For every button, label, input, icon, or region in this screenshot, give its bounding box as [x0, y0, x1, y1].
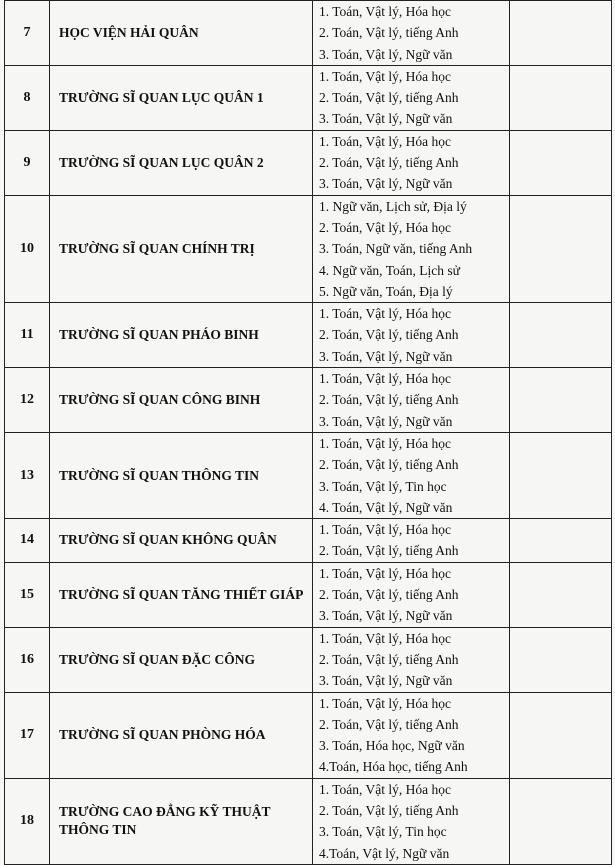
table-row	[5, 692, 612, 778]
empty-notes-cell	[510, 1, 612, 66]
subject-combination: 2. Toán, Vật lý, tiếng Anh	[319, 25, 459, 41]
school-name: TRƯỜNG SĨ QUAN PHÒNG HÓA	[50, 692, 313, 778]
subject-combination: 3. Toán, Hóa học, Ngữ văn	[319, 738, 465, 754]
subject-combination: 3. Toán, Vật lý, Ngữ văn	[319, 348, 453, 364]
empty-notes-cell	[510, 519, 612, 563]
subject-combination: 3. Toán, Vật lý, Ngữ văn	[319, 608, 453, 624]
subject-combination: 2. Toán, Vật lý, tiếng Anh	[319, 802, 459, 818]
row-number: 18	[5, 778, 50, 864]
row-number: 17	[5, 692, 50, 778]
subject-combination: 2. Toán, Vật lý, tiếng Anh	[319, 327, 459, 343]
subject-combinations	[313, 130, 510, 195]
empty-notes-cell	[510, 195, 612, 302]
subject-combinations	[313, 1, 510, 66]
subject-combinations	[313, 303, 510, 368]
empty-notes-cell	[510, 368, 612, 433]
subject-combinations	[313, 519, 510, 563]
table-row	[5, 432, 612, 518]
subject-combination: 4.Toán, Hóa học, tiếng Anh	[319, 759, 468, 775]
empty-notes-cell	[510, 778, 612, 864]
school-name: TRƯỜNG SĨ QUAN CHÍNH TRỊ	[50, 195, 313, 302]
subject-combination: 3. Toán, Vật lý, Tin học	[319, 824, 447, 840]
subject-combination: 3. Toán, Vật lý, Ngữ văn	[319, 176, 453, 192]
empty-notes-cell	[510, 65, 612, 130]
school-name: TRƯỜNG SĨ QUAN ĐẶC CÔNG	[50, 627, 313, 692]
row-number: 10	[5, 195, 50, 302]
subject-combinations	[313, 778, 510, 864]
subject-combination: 3. Toán, Vật lý, Ngữ văn	[319, 673, 453, 689]
subject-combination: 2. Toán, Vật lý, tiếng Anh	[319, 392, 459, 408]
subject-combination: 1. Toán, Vật lý, Hóa học	[319, 630, 452, 646]
subject-combination: 3. Toán, Vật lý, Ngữ văn	[319, 46, 453, 62]
subject-combination: 1. Toán, Vật lý, Hóa học	[319, 781, 452, 797]
subject-combination: 1. Toán, Vật lý, Hóa học	[319, 371, 452, 387]
subject-combination: 4. Ngữ văn, Toán, Lịch sử	[319, 262, 460, 278]
empty-notes-cell	[510, 130, 612, 195]
subject-combinations	[313, 195, 510, 302]
subject-combination: 2. Toán, Vật lý, tiếng Anh	[319, 716, 459, 732]
subject-combination: 3. Toán, Vật lý, Ngữ văn	[319, 413, 453, 429]
table-row	[5, 130, 612, 195]
table-row	[5, 562, 612, 627]
table-row	[5, 368, 612, 433]
row-number: 13	[5, 432, 50, 518]
row-number: 12	[5, 368, 50, 433]
school-name: TRƯỜNG SĨ QUAN THÔNG TIN	[50, 432, 313, 518]
subject-combination: 1. Toán, Vật lý, Hóa học	[319, 4, 452, 19]
subject-combination: 4. Toán, Vật lý, Ngữ văn	[319, 499, 453, 515]
subject-combination: 3. Toán, Vật lý, Ngữ văn	[319, 111, 453, 127]
subject-combination: 2. Toán, Vật lý, tiếng Anh	[319, 155, 459, 171]
empty-notes-cell	[510, 303, 612, 368]
subject-combination: 1. Toán, Vật lý, Hóa học	[319, 522, 452, 538]
school-name: HỌC VIỆN HẢI QUÂN	[50, 1, 313, 66]
empty-notes-cell	[510, 627, 612, 692]
row-number: 16	[5, 627, 50, 692]
table-row	[5, 519, 612, 563]
subject-combination: 1. Toán, Vật lý, Hóa học	[319, 565, 452, 581]
subject-combinations	[313, 692, 510, 778]
empty-notes-cell	[510, 432, 612, 518]
row-number: 8	[5, 65, 50, 130]
subject-combination: 2. Toán, Vật lý, tiếng Anh	[319, 587, 459, 603]
table-row	[5, 778, 612, 864]
subject-combination: 1. Toán, Vật lý, Hóa học	[319, 68, 452, 84]
subject-combination: 2. Toán, Vật lý, tiếng Anh	[319, 543, 459, 559]
subject-combination: 2. Toán, Vật lý, tiếng Anh	[319, 457, 459, 473]
admissions-table	[4, 0, 612, 865]
row-number: 7	[5, 1, 50, 66]
subject-combination: 3. Toán, Vật lý, Tin học	[319, 478, 447, 494]
school-name: TRƯỜNG SĨ QUAN PHÁO BINH	[50, 303, 313, 368]
table-row	[5, 1, 612, 66]
subject-combinations	[313, 65, 510, 130]
row-number: 9	[5, 130, 50, 195]
subject-combination: 2. Toán, Vật lý, tiếng Anh	[319, 90, 459, 106]
subject-combination: 1. Toán, Vật lý, Hóa học	[319, 695, 452, 711]
school-name: TRƯỜNG SĨ QUAN LỤC QUÂN 2	[50, 130, 313, 195]
subject-combination: 3. Toán, Ngữ văn, tiếng Anh	[319, 241, 473, 257]
school-name: TRƯỜNG SĨ QUAN KHÔNG QUÂN	[50, 519, 313, 563]
subject-combination: 1. Ngữ văn, Lịch sử, Địa lý	[319, 198, 467, 214]
subject-combination: 4.Toán, Vật lý, Ngữ văn	[319, 845, 450, 861]
empty-notes-cell	[510, 692, 612, 778]
table-row	[5, 195, 612, 302]
table-row	[5, 65, 612, 130]
subject-combinations	[313, 562, 510, 627]
row-number: 15	[5, 562, 50, 627]
school-name: TRƯỜNG SĨ QUAN CÔNG BINH	[50, 368, 313, 433]
table-body	[5, 1, 612, 865]
subject-combination: 1. Toán, Vật lý, Hóa học	[319, 133, 452, 149]
subject-combination: 1. Toán, Vật lý, Hóa học	[319, 435, 452, 451]
subject-combinations	[313, 432, 510, 518]
school-name: TRƯỜNG SĨ QUAN TĂNG THIẾT GIÁP	[50, 562, 313, 627]
school-name: TRƯỜNG SĨ QUAN LỤC QUÂN 1	[50, 65, 313, 130]
subject-combination: 5. Ngữ văn, Toán, Địa lý	[319, 283, 453, 299]
table-row	[5, 303, 612, 368]
subject-combination: 2. Toán, Vật lý, tiếng Anh	[319, 651, 459, 667]
empty-notes-cell	[510, 562, 612, 627]
row-number: 14	[5, 519, 50, 563]
subject-combination: 2. Toán, Vật lý, Hóa học	[319, 219, 452, 235]
table-row	[5, 627, 612, 692]
subject-combinations	[313, 627, 510, 692]
subject-combination: 1. Toán, Vật lý, Hóa học	[319, 306, 452, 322]
school-name: TRƯỜNG CAO ĐẲNG KỸ THUẬT THÔNG TIN	[50, 778, 313, 864]
row-number: 11	[5, 303, 50, 368]
subject-combinations	[313, 368, 510, 433]
